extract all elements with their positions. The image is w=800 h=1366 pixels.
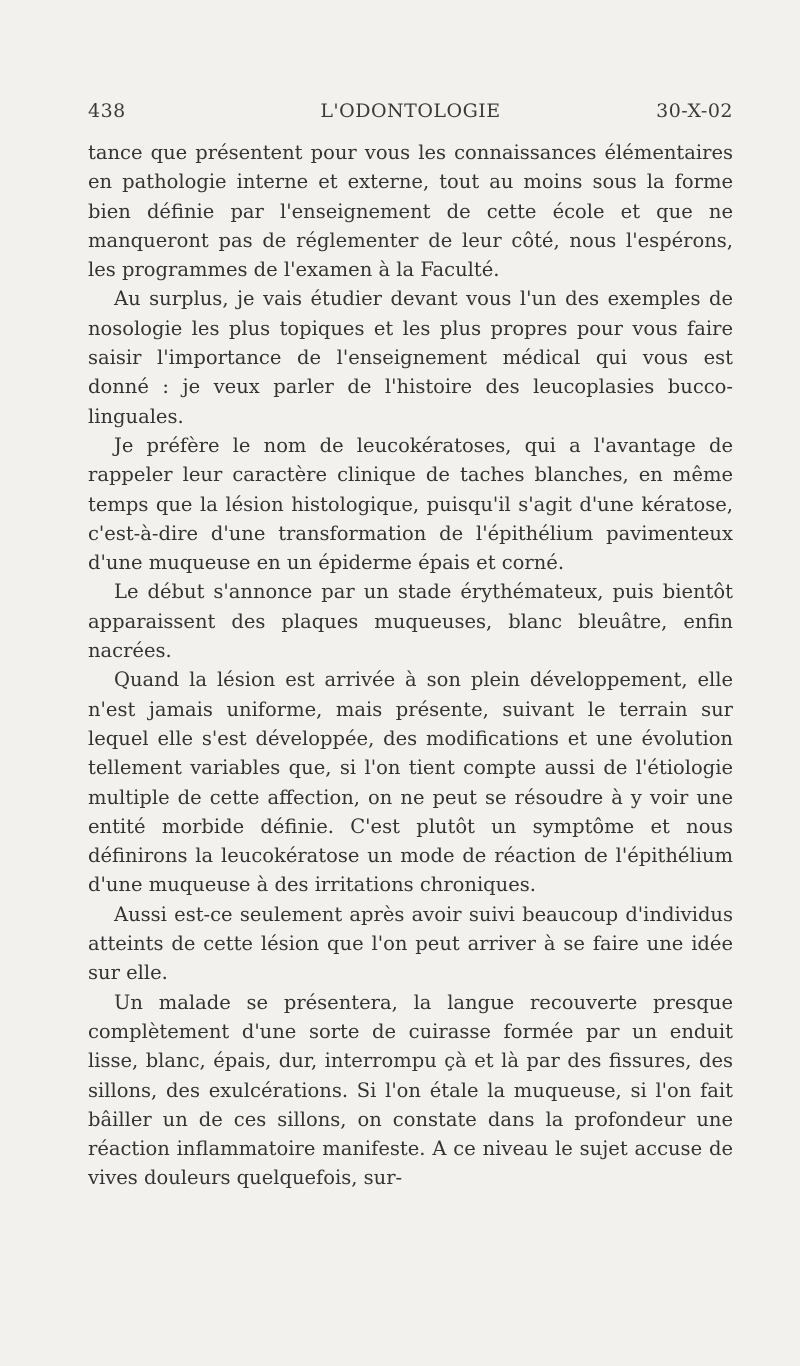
page-number: 438	[88, 100, 126, 122]
paragraph-3: Je préfère le nom de leucokératoses, qui a l'avantage de rappeler leur caractère clinique de taches blanches, en même temps que la lésion histologique, puisqu'il s'agit d'une kératose, c'est-à-dire d'une transformation de l'épithélium pavimenteux d'une muqueuse en un épiderme épais et corné.	[88, 433, 733, 575]
body-text	[88, 138, 733, 1193]
running-title: L'ODONTOLOGIE	[320, 100, 501, 122]
issue-date: 30-X-02	[656, 100, 733, 122]
paragraph-4: Le début s'annonce par un stade érythémateux, puis bientôt apparaissent des plaques muqueuses, blanc bleuâtre, enfin nacrées.	[88, 580, 733, 663]
paragraph-1: tance que présentent pour vous les connaissances élémentaires en pathologie interne et externe, tout au moins sous la forme bien définie par l'enseignement de cette école et que ne manqueront pas de réglementer de leur côté, nous l'espérons, les programmes de l'examen à la Faculté.	[88, 141, 733, 282]
paragraph-6: Aussi est-ce seulement après avoir suivi beaucoup d'individus atteints de cette lésion que l'on peut arriver à se faire une idée sur elle.	[88, 902, 733, 985]
running-header	[88, 100, 733, 134]
paragraph-5: Quand la lésion est arrivée à son plein développement, elle n'est jamais uniforme, mais présente, suivant le terrain sur lequel elle s'est développée, des modifications et une évolution tellement variables que, si l'on tient compte aussi de l'étiologie multiple de cette affection, on ne peut se résoudre à y voir une entité morbide définie. C'est plutôt un symptôme et nous définirons la leucokératose un mode de réaction de l'épithélium d'une muqueuse à des irritations chroniques.	[88, 668, 733, 897]
paragraph-7: Un malade se présentera, la langue recouverte presque complètement d'une sorte de cuirasse formée par un enduit lisse, blanc, épais, dur, interrompu çà et là par des fissures, des sillons, des exulcérations. Si l'on étale la muqueuse, si l'on fait bâiller un de ces sillons, on constate dans la profondeur une réaction inflammatoire manifeste. A ce niveau le sujet accuse de vives douleurs quelquefois, sur-	[88, 990, 733, 1190]
paragraph-2: Au surplus, je vais étudier devant vous l'un des exemples de nosologie les plus topiques et les plus propres pour vous faire saisir l'importance de l'enseignement médical qui vous est donné : je veux parler de l'histoire des leucoplasies bucco-linguales.	[88, 287, 733, 428]
